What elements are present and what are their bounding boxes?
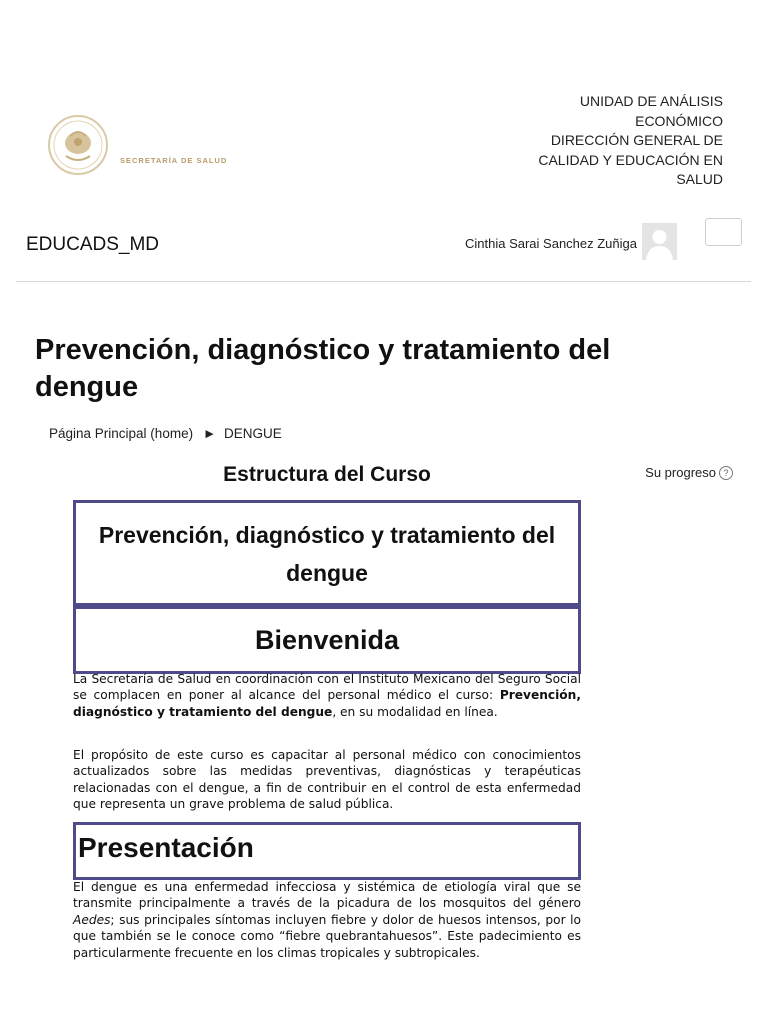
user-name-menu[interactable]: Cinthia Sarai Sanchez Zuñiga <box>465 236 637 251</box>
text-span: El dengue es una enfermedad infecciosa y sistémica de etiología viral que se transmite principalmente a través de la picadura de los mosquitos del género <box>73 880 581 911</box>
secretaria-de-salud-logo[interactable] <box>44 112 244 182</box>
page-title: Prevención, diagnóstico y tratamiento del dengue <box>35 334 611 403</box>
user-silhouette-icon <box>642 223 677 260</box>
course-title-box <box>73 500 581 606</box>
text-span: ; sus principales síntomas incluyen fiebre y dolor de huesos intensos, por lo que también se le conoce como “fiebre quebrantahuesos”. Este padecimiento es particularmente frecuente en los climas tropicales y subtropicales. <box>73 912 581 960</box>
logo-text: SECRETARÍA DE SALUD <box>120 156 228 165</box>
course-title-text: Prevención, diagnóstico y tratamiento del dengue <box>98 522 556 586</box>
user-menu-toggle-button[interactable] <box>705 218 742 246</box>
welcome-paragraph <box>73 671 581 720</box>
org-line: SALUD <box>676 171 723 187</box>
avatar[interactable] <box>642 223 677 260</box>
genus-italic: Aedes <box>73 912 111 927</box>
presentation-box <box>73 822 581 880</box>
breadcrumb-current-link[interactable]: DENGUE <box>223 426 282 441</box>
org-line: ECONÓMICO <box>635 112 723 129</box>
site-brand-link[interactable]: EDUCADS_MD <box>26 234 160 255</box>
text-span: La Secretaría de Salud en coordinación con el Instituto Mexicano del Seguro Social se complacen en poner al alcance del personal médico el curso: <box>73 672 581 703</box>
text-span: , en su modalidad en línea. <box>332 704 498 719</box>
purpose-paragraph: El propósito de este curso es capacitar al personal médico con conocimientos actualizados sobre las medidas preventivas, diagnósticas y terapéuticas relacionadas con el dengue, a fin de contribuir en el control de esta enfermedad que representa un grave problema de salud pública. <box>73 748 581 812</box>
section-heading: Estructura del Curso <box>223 463 431 486</box>
presentation-paragraph <box>73 879 581 961</box>
progress-label: Su progreso <box>645 465 716 480</box>
organization-name <box>503 92 723 190</box>
org-line: CALIDAD Y EDUCACIÓN EN <box>538 151 723 168</box>
org-line: UNIDAD DE ANÁLISIS <box>579 93 723 109</box>
breadcrumb-home-link[interactable]: Página Principal (home) <box>49 426 194 441</box>
breadcrumb-separator-icon: ► <box>202 426 217 441</box>
welcome-box <box>73 606 581 674</box>
presentation-title: Presentación <box>78 832 254 863</box>
header-divider <box>16 281 751 282</box>
breadcrumb <box>49 426 282 441</box>
welcome-title: Bienvenida <box>254 625 400 655</box>
help-icon[interactable]: ? <box>719 466 733 480</box>
org-line: DIRECCIÓN GENERAL DE <box>550 132 723 148</box>
mexico-seal-icon <box>44 112 114 176</box>
progress-indicator <box>645 465 733 480</box>
course-name-bold: Prevención, diagnóstico y tratamiento del dengue <box>73 688 581 719</box>
